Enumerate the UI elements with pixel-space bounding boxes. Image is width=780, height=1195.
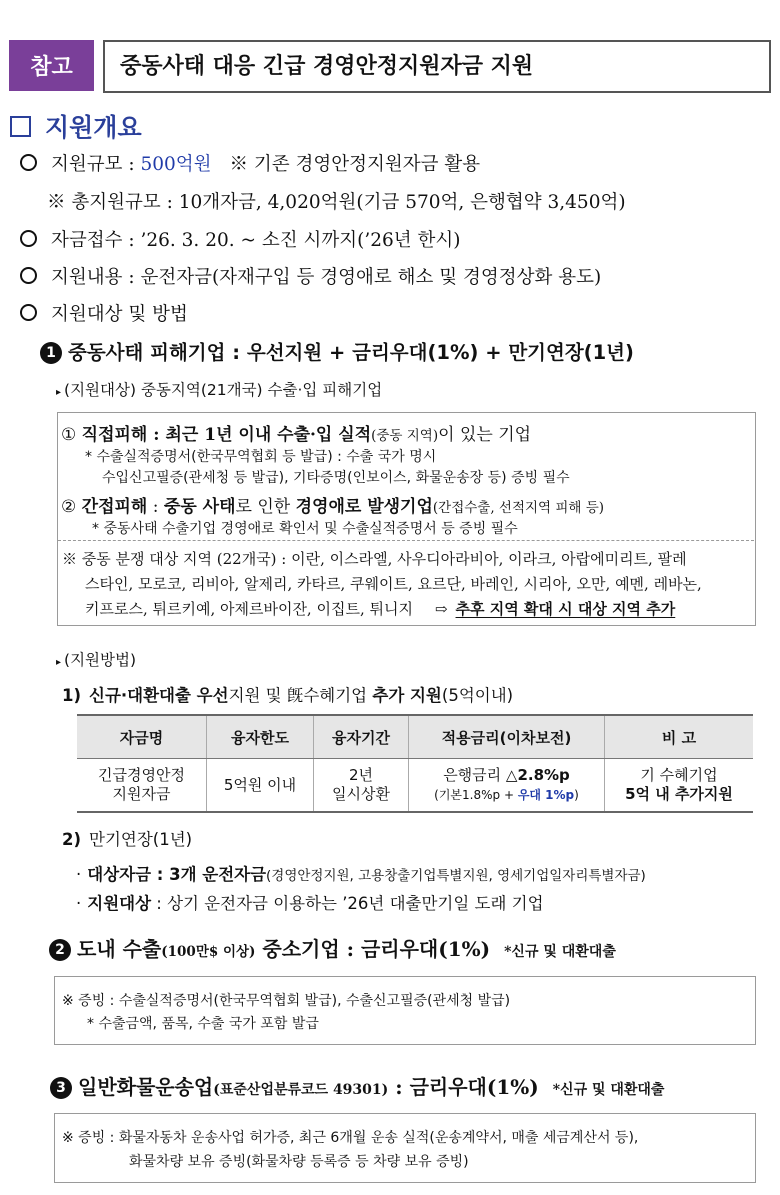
item2-a: 도내 수출: [77, 937, 162, 961]
support-content-label: 지원내용 : 운전자금: [51, 267, 212, 288]
target-companies-bold: 지원대상: [87, 894, 152, 913]
indirect-damage-label: 간접피해: [81, 497, 148, 517]
method2-num: 2): [62, 830, 82, 849]
page-title: 중동사태 대응 긴급 경영안정지원자금 지원: [120, 54, 534, 79]
section-title: [10, 108, 142, 144]
evidence-box-3: [54, 1113, 756, 1183]
number-badge-1: 1: [40, 342, 62, 364]
item3-c: : 금리우대(1%): [388, 1075, 539, 1099]
fund-name-1: 긴급경영안정: [98, 766, 185, 784]
header-fund-name: 자금명: [77, 715, 207, 759]
circle-bullet-icon: [20, 304, 37, 321]
region-line-3: [85, 598, 675, 619]
circle-bullet-icon: [20, 154, 37, 171]
circle-bullet-icon: [20, 267, 37, 284]
table-header-row: [77, 715, 753, 759]
cell-limit: 5억원 이내: [207, 759, 314, 813]
support-scale-note: ※ 기존 경영안정지원자금 활용: [229, 154, 481, 175]
evidence2-line1: ※ 증빙 : 수출실적증명서(한국무역협회 발급), 수출신고필증(관세청 발급): [62, 993, 511, 1009]
remark-2: 5억 내 추가지원: [625, 785, 733, 803]
method2-text: 만기연장(1년): [89, 830, 193, 849]
number-badge-3: 3: [50, 1077, 72, 1099]
application-period-line: [20, 226, 460, 252]
term-1: 2년: [348, 766, 374, 784]
target-method-text: 지원대상 및 방법: [51, 304, 188, 325]
total-scale-note: ※ 총지원규모 : 10개자금, 4,020억원(기금 570억, 은행협약 3,450억): [47, 192, 626, 213]
method1-line: [62, 682, 513, 706]
item1-target-text: (지원대상) 중동지역(21개국) 수출·입 피해기업: [64, 381, 383, 399]
loan-table: [77, 714, 753, 813]
item3-b: (표준산업분류코드 49301): [213, 1082, 389, 1098]
direct-damage-line: [61, 420, 531, 445]
box-divider: [58, 540, 754, 541]
method1-a: 신규·대환대출 우선: [89, 686, 229, 705]
cell-fund-name: [77, 759, 207, 813]
support-scale-line: [20, 150, 480, 176]
evidence3-line1: ※ 증빙 : 화물자동차 운송사업 허가증, 최근 6개월 운송 실적(운송계약서, 매출 세금계산서 등),: [62, 1130, 639, 1146]
section-title-text: 지원개요: [45, 113, 142, 142]
item2-heading: [49, 933, 616, 962]
cell-term: [314, 759, 409, 813]
remark-1: 기 수혜기업: [640, 766, 718, 784]
region-line-2: 스타인, 모로코, 리비아, 알제리, 카타르, 쿠웨이트, 요르단, 바레인, 시리아, 오만, 예멘, 레바논,: [85, 575, 702, 593]
method1-num: 1): [62, 686, 82, 705]
item3-heading: [50, 1071, 664, 1100]
header-remark: 비 고: [605, 715, 754, 759]
reference-tag: 참고: [9, 40, 94, 91]
support-content-rest: (자재구입 등 경영애로 해소 및 경영정상화 용도): [211, 267, 602, 288]
item3-a: 일반화물운송업: [78, 1075, 214, 1099]
direct-damage-end: 이 있는 기업: [438, 425, 532, 445]
method2-line: [62, 826, 192, 850]
direct-damage-region: (중동 지역): [371, 428, 439, 444]
method-title: [56, 648, 136, 670]
item2-c: 중소기업 : 금리우대(1%): [255, 937, 491, 961]
method-title-text: (지원방법): [64, 651, 137, 669]
region-extension-note: 추후 지역 확대 시 대상 지역 추가: [455, 600, 676, 618]
indirect-damage-small: (간접수출, 선적지역 피해 등): [432, 500, 605, 516]
indirect-damage-note: * 중동사태 수출기업 경영애로 확인서 및 수출실적증명서 등 증빙 필수: [92, 521, 518, 537]
indirect-damage-mid: 로 인한: [235, 497, 296, 517]
support-scale-amount: 500억원: [140, 154, 212, 175]
target-funds-list: (경영안정지원, 고용창출기업특별지원, 영세기업일자리특별자금): [266, 868, 646, 884]
term-2: 일시상환: [332, 785, 390, 803]
support-scale-label: 지원규모 :: [51, 154, 141, 175]
method1-b: 지원 및 旣수혜기업: [228, 686, 373, 705]
indirect-damage-b2: 경영애로 발생기업: [295, 497, 433, 517]
item2-b: (100만$ 이상): [161, 944, 256, 960]
item1-heading: [40, 337, 634, 365]
method1-c: 추가 지원: [372, 686, 442, 705]
direct-damage-label: 직접피해: [81, 425, 148, 445]
indirect-damage-num: ②: [61, 497, 77, 517]
target-funds-bold: 대상자금 : 3개 운전자금: [87, 865, 267, 884]
application-period-text: 자금접수 : ’26. 3. 20. ~ 소진 시까지(’26년 한시): [51, 230, 461, 251]
item1-target: [56, 378, 382, 400]
header-limit: 융자한도: [207, 715, 314, 759]
direct-damage-num: ①: [61, 425, 77, 445]
fund-name-2: 지원자금: [112, 785, 171, 803]
item3-d: *신규 및 대환대출: [552, 1082, 665, 1098]
rate-reduction: △2.8%p: [505, 765, 570, 784]
arrow-icon: ⇨: [434, 600, 448, 618]
evidence3-line2: 화물차량 보유 증빙(화물차량 등록증 등 차량 보유 증빙): [129, 1154, 469, 1170]
evidence2-line2: * 수출금액, 품목, 수출 국가 포함 발급: [87, 1016, 319, 1032]
cell-remark: [605, 759, 754, 813]
number-badge-2: 2: [49, 939, 71, 961]
indirect-damage-line: [61, 492, 604, 517]
triangle-bullet-icon: ▸: [56, 657, 62, 668]
direct-damage-desc: : 최근 1년 이내 수출·입 실적: [147, 425, 372, 445]
direct-damage-note2: 수입신고필증(관세청 등 발급), 기타증명(인보이스, 화물운송장 등) 증빙 필수: [102, 470, 570, 486]
rate-detail-c: ): [574, 787, 579, 802]
indirect-damage-sep: :: [147, 497, 164, 517]
evidence-box-2: [54, 976, 756, 1045]
target-funds-line: · 대상자금 : 3개 운전자금(경영안정지원, 고용창출기업특별지원, 영세기업일자리특별자금): [76, 865, 646, 884]
circle-bullet-icon: [20, 230, 37, 247]
header-term: 융자기간: [314, 715, 409, 759]
direct-damage-note1: * 수출실적증명서(한국무역협회 등 발급) : 수출 국가 명시: [85, 449, 437, 465]
table-row: [77, 759, 753, 813]
region-line-1: ※ 중동 분쟁 대상 지역 (22개국) : 이란, 이스라엘, 사우디아라비아, 이라크, 아랍에미리트, 팔레: [62, 550, 687, 568]
rate-detail-a: (기본1.8%p +: [434, 787, 518, 802]
indirect-damage-b1: 중동 사태: [163, 497, 236, 517]
triangle-bullet-icon: ▸: [56, 387, 62, 398]
rate-detail-preferential: 우대 1%p: [517, 787, 575, 802]
item2-d: *신규 및 대환대출: [504, 944, 616, 960]
support-content-line: [20, 263, 601, 289]
region-list-end: 키프로스, 튀르키예, 아제르바이잔, 이집트, 튀니지: [85, 600, 413, 618]
item1-title: 중동사태 피해기업 : 우선지원 + 금리우대(1%) + 만기연장(1년): [68, 341, 634, 364]
method1-d: (5억이내): [441, 686, 514, 705]
square-bullet-icon: [10, 116, 31, 137]
rate-base: 은행금리: [443, 765, 506, 784]
target-companies-line: · 지원대상 : 상기 운전자금 이용하는 ’26년 대출만기일 도래 기업: [76, 894, 544, 913]
target-companies-text: : 상기 운전자금 이용하는 ’26년 대출만기일 도래 기업: [151, 894, 544, 913]
header-rate: 적용금리(이차보전): [409, 715, 605, 759]
cell-rate: [409, 759, 605, 813]
target-method-line: [20, 300, 188, 326]
